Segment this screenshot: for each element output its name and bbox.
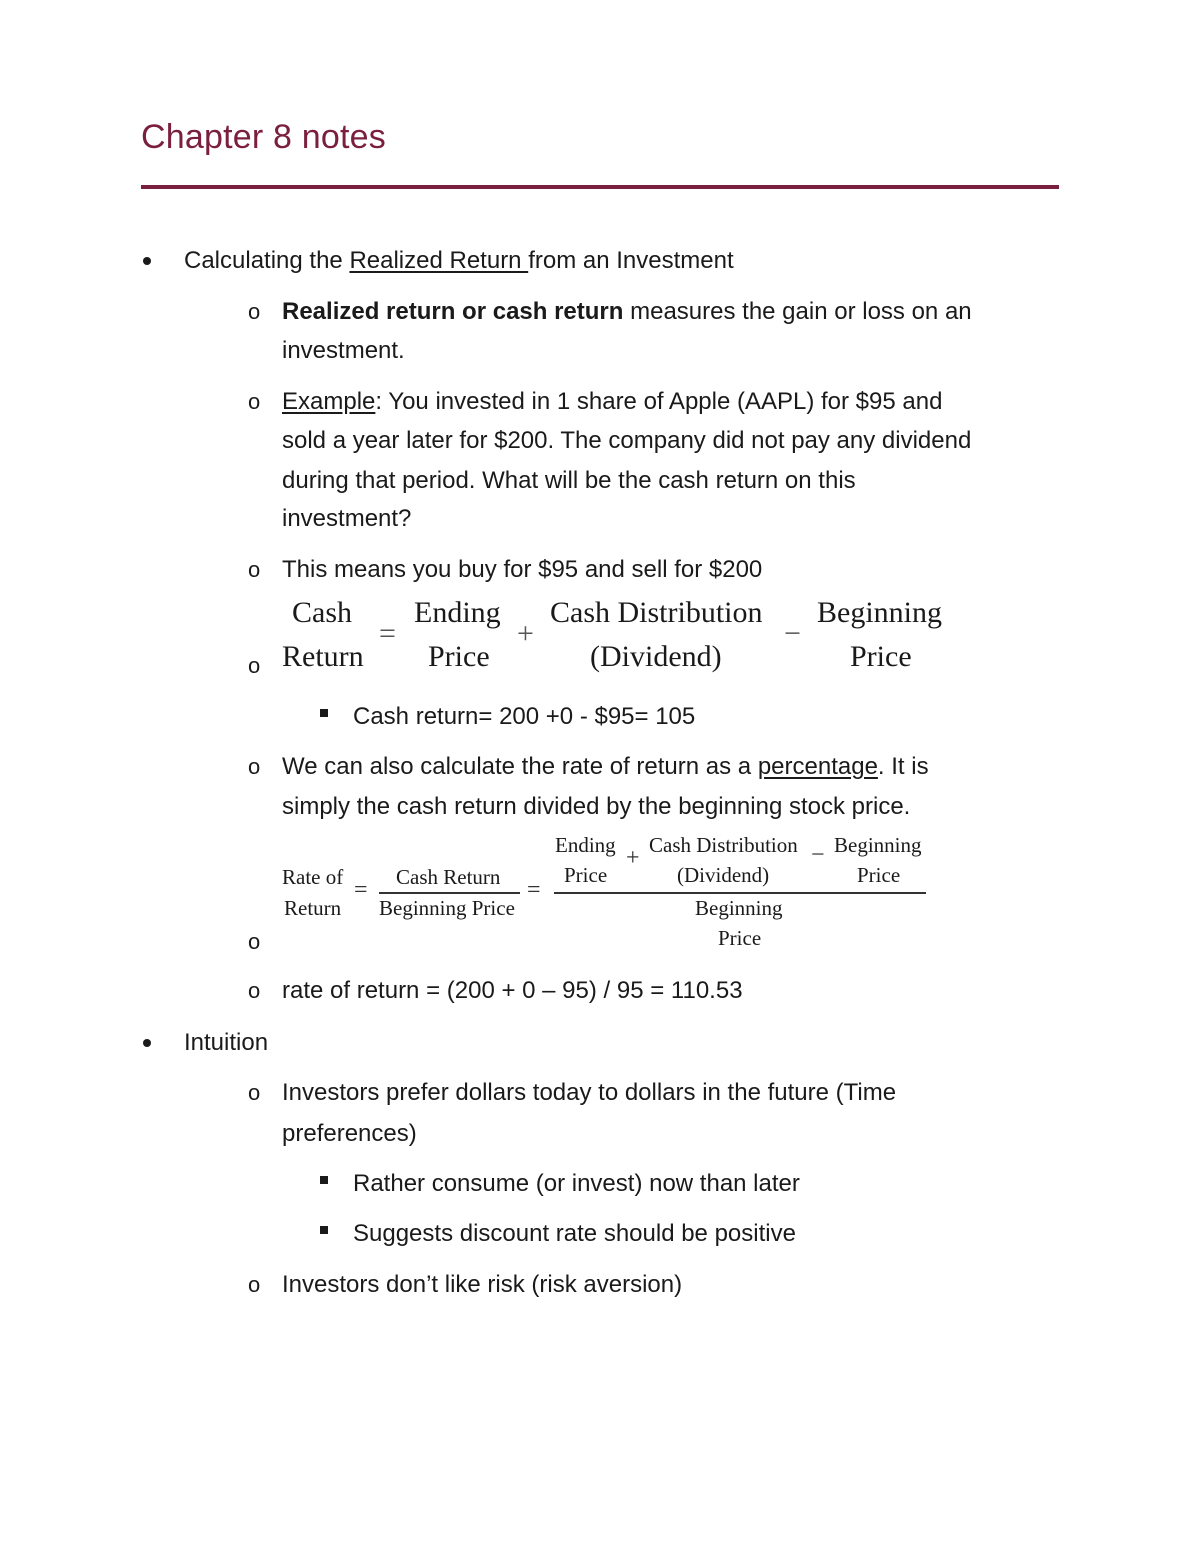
intuition-item-2: Investors don’t like risk (risk aversion) [282, 1271, 683, 1298]
circle-bullet-icon: o [248, 389, 261, 414]
definition-term: Realized return or cash return [282, 298, 624, 325]
fraction-bar [554, 892, 926, 894]
intuition-item-1-line-2: preferences) [282, 1120, 417, 1147]
square-bullet-icon [320, 709, 328, 717]
document-page: Chapter 8 notes Calculating the Realized Return from an Investment o Realized return or cash return measures the gain or loss on an investment. o Example: You invested in 1 share of Apple (AAPL) for $95 and sold a year later for $200. The company did not pay any dividend during that period. What will be the cash return on this investment? o This means you buy for $95 and sell for $200 o Cash Return = Ending Price + Cash Distribution (Dividend) − Beginning Price Cash return= 200 +0 - $95= 105 o We can also calculate the rate of return as a percentage. It is simply the cash return divided by the beginning stock price. o Rate of Return = Cash Return Beginning Price = Ending Price + Cash Distribution (Dividend) − Beginning Price Beginning Price o rate of return = (200 + 0 – 95) / 95 = 110.53 Intuition o Investors prefer dollars today to dollars in the future (Time preferences) Rather consume (or invest) now than later Suggests discount rate should be positive o Investors don’t like risk (risk aversion) [0, 0, 1200, 1553]
circle-bullet-icon: o [248, 978, 261, 1003]
realized-return-link: Realized Return [349, 247, 529, 274]
example-line-3: during that period. What will be the cash return on this [282, 467, 856, 494]
buy-sell-line: This means you buy for $95 and sell for $200 [282, 556, 763, 583]
circle-bullet-icon: o [248, 1080, 261, 1105]
bullet-icon [141, 255, 153, 267]
page-title: Chapter 8 notes [141, 118, 386, 156]
section-heading-intuition: Intuition [184, 1029, 269, 1056]
circle-bullet-icon: o [248, 929, 261, 954]
percentage-link: percentage [757, 753, 878, 780]
rate-text-line-2: simply the cash return divided by the beginning stock price. [282, 793, 911, 820]
circle-bullet-icon: o [248, 1272, 261, 1297]
definition-line-2: investment. [282, 337, 405, 364]
definition-line-1: Realized return or cash return measures the gain or loss on an [282, 298, 972, 325]
square-bullet-icon [320, 1176, 328, 1184]
intuition-item-1-line-1: Investors prefer dollars today to dollars in the future (Time [282, 1079, 897, 1106]
example-line-1: Example: You invested in 1 share of Apple (AAPL) for $95 and [282, 388, 943, 415]
circle-bullet-icon: o [248, 299, 261, 324]
intuition-sub-item-1: Rather consume (or invest) now than later [353, 1170, 800, 1197]
fraction-bar [379, 892, 520, 894]
circle-bullet-icon: o [248, 557, 261, 582]
rate-text-line-1: We can also calculate the rate of return as a percentage. It is [282, 753, 929, 780]
rate-of-return-calculation: rate of return = (200 + 0 – 95) / 95 = 110.53 [282, 977, 743, 1004]
section-heading-realized: Calculating the Realized Return from an Investment [184, 247, 734, 274]
cash-return-calculation: Cash return= 200 +0 - $95= 105 [353, 703, 696, 730]
title-divider [141, 185, 1059, 189]
bullet-icon [141, 1037, 153, 1049]
circle-bullet-icon: o [248, 754, 261, 779]
intuition-sub-item-2: Suggests discount rate should be positive [353, 1220, 796, 1247]
example-label: Example [282, 388, 376, 415]
square-bullet-icon [320, 1226, 328, 1234]
circle-bullet-icon: o [248, 653, 261, 678]
example-line-2: sold a year later for $200. The company did not pay any dividend [282, 427, 972, 454]
example-line-4: investment? [282, 505, 412, 532]
